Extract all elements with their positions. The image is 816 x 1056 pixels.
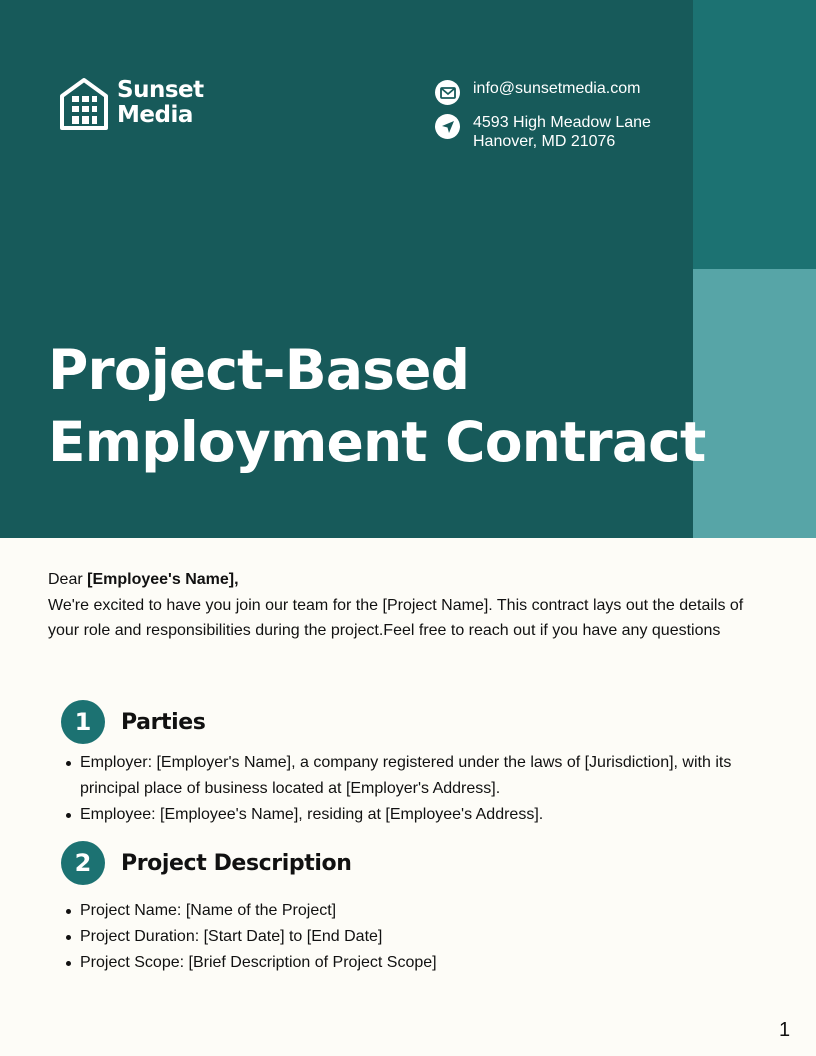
mail-icon [435,80,460,105]
greeting-word: Dear [48,571,83,588]
contact-address [435,114,651,151]
title-line2: Employment Contract [48,410,706,474]
intro-body: We're excited to have you join our team for the [Project Name]. This contract lays out the details of your role and responsibilities during the project.Feel free to reach out if you have any questions [48,596,744,640]
project-description-list [80,898,760,976]
section-number: 2 [61,841,105,885]
section-number: 1 [61,700,105,744]
accent-band-top [693,0,816,269]
list-item: Project Duration: [Start Date] to [End Date] [80,924,760,950]
address-line1: 4593 High Meadow Lane [473,114,651,131]
brand-name-line1: Sunset [117,77,204,103]
address-line2: Hanover, MD 21076 [473,132,616,150]
brand-name-line2: Media [117,102,193,128]
email-text[interactable]: info@sunsetmedia.com [473,80,641,97]
document-title [48,334,705,478]
page-number: 1 [779,1019,791,1041]
greeting [48,567,768,593]
accent-band-bottom [693,269,816,538]
brand-name [117,78,204,128]
list-item: Project Scope: [Brief Description of Project Scope] [80,950,760,976]
contact-email [435,80,640,105]
parties-list [80,750,760,828]
section-title: Parties [121,709,206,735]
intro-letter [48,567,768,644]
recipient-name: [Employee's Name], [87,571,239,588]
list-item: Project Name: [Name of the Project] [80,898,760,924]
list-item: Employee: [Employee's Name], residing at [Employee's Address]. [80,802,760,828]
building-icon [58,76,110,130]
brand-logo [58,76,204,130]
location-arrow-icon [435,114,460,139]
section-parties-heading [61,700,206,744]
section-title: Project Description [121,850,352,876]
title-line1: Project-Based [48,338,470,402]
section-project-description-heading [61,841,351,885]
list-item: Employer: [Employer's Name], a company registered under the laws of [Jurisdiction], with its principal place of business located at [Employer's Address]. [80,750,760,802]
